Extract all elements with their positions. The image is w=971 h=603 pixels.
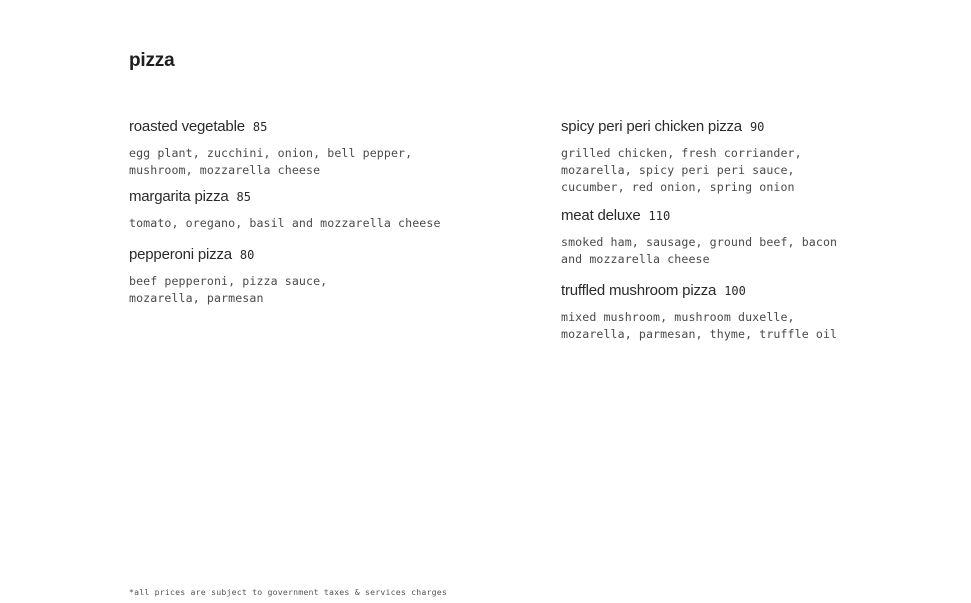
menu-item-price: 100 [724, 284, 746, 298]
menu-item-description: mixed mushroom, mushroom duxelle, mozarella, parmesan, thyme, truffle oil [561, 310, 838, 341]
menu-item-header [129, 188, 529, 208]
menu-item-description: grilled chicken, fresh corriander, mozarella, spicy peri peri sauce, cucumber, red onion, spring onion [561, 146, 802, 194]
menu-item-price: 85 [236, 190, 251, 204]
menu-column-left [129, 118, 529, 307]
menu-item-price: 110 [648, 209, 671, 223]
menu-item-pepperoni-pizza [129, 246, 529, 307]
menu-item-roasted-vegetable [129, 118, 529, 179]
menu-item-header [561, 207, 941, 227]
menu-item-name: pepperoni pizza [129, 246, 232, 263]
menu-item-header [129, 246, 529, 266]
menu-item-header [561, 118, 941, 138]
menu-item-spicy-peri-peri-chicken-pizza [561, 118, 941, 196]
menu-item-name: spicy peri peri chicken pizza [561, 118, 742, 135]
page-title: pizza [129, 50, 175, 71]
menu-item-price: 85 [252, 120, 268, 134]
menu-item-description: tomato, oregano, basil and mozzarella cheese [129, 216, 441, 230]
menu-item-price: 80 [239, 248, 255, 262]
menu-item-meat-deluxe [561, 207, 941, 268]
menu-item-name: truffled mushroom pizza [561, 282, 717, 299]
menu-column-right [561, 118, 941, 343]
menu-item-header [561, 282, 941, 302]
menu-item-header [129, 118, 529, 138]
price-footnote: *all prices are subject to government taxes & services charges [129, 587, 448, 597]
menu-item-name: meat deluxe [561, 207, 641, 224]
menu-item-truffled-mushroom-pizza [561, 282, 941, 343]
menu-item-description: egg plant, zucchini, onion, bell pepper, mushroom, mozzarella cheese [129, 146, 413, 177]
menu-item-description: smoked ham, sausage, ground beef, bacon and mozzarella cheese [561, 235, 838, 266]
menu-item-price: 90 [749, 120, 765, 134]
menu-item-name: margarita pizza [129, 188, 229, 205]
menu-item-description: beef pepperoni, pizza sauce, mozarella, parmesan [129, 274, 328, 305]
menu-item-name: roasted vegetable [129, 118, 245, 135]
menu-item-margarita-pizza [129, 188, 529, 232]
